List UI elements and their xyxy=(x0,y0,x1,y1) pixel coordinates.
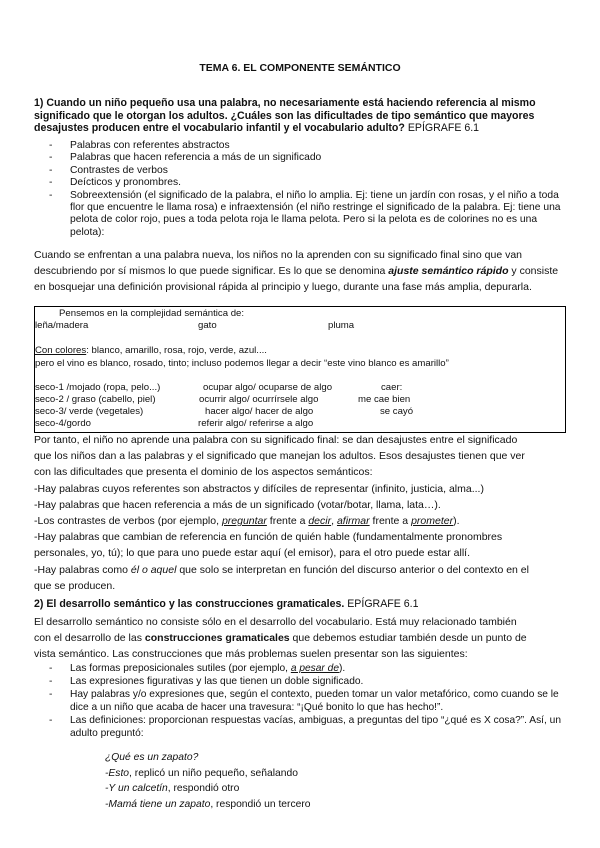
paragraph-desajustes xyxy=(34,432,566,594)
list-item: - Las expresiones figurativas y las que tienen un doble significado. xyxy=(34,675,566,688)
text-span: -Los contrastes de verbos (por ejemplo, xyxy=(34,515,222,528)
text-line: -Hay palabras cuyos referentes son abstractos y difíciles de representar (infinito, justicia, alma...) xyxy=(34,482,484,495)
box-word: pluma xyxy=(328,320,355,331)
dialog-line xyxy=(105,797,311,813)
colores-list: : blanco, amarillo, rosa, rojo, verde, azul.... xyxy=(86,345,267,356)
box-word: leña/madera xyxy=(35,320,89,331)
text-span: con el desarrollo de las xyxy=(34,632,145,645)
box-cell: me cae bien xyxy=(358,394,411,405)
dialog-line xyxy=(105,766,311,782)
dialog-note: , respondió un tercero xyxy=(210,798,311,810)
text-line: El desarrollo semántico no consiste sólo en el desarrollo del vocabulario. Está muy relacionado también xyxy=(34,616,517,628)
list-item: - Hay palabras y/o expresiones que, según el contexto, pueden tomar un valor metafórico, como cuando se le dice a un niño que acaba de hacer una travesura: “¡Qué bonito lo que has hecho!”. xyxy=(34,688,566,714)
section-2-epigraph: EPÍGRAFE 6.1 xyxy=(344,598,419,610)
box-cell: seco-4/gordo xyxy=(35,418,91,429)
text-line: personales, yo, tú); lo que para uno puede estar aquí (el emisor), para el otro puede estar allí. xyxy=(34,547,471,560)
text-line: -Hay palabras que cambian de referencia en función de quién hable (fundamentalmente pronombres xyxy=(34,531,503,544)
box-cell: se cayó xyxy=(380,406,414,417)
text-line: que se producen. xyxy=(34,579,116,592)
constructions-list xyxy=(34,662,566,741)
list-item: - Deícticos y pronombres. xyxy=(34,177,566,189)
dialog-line xyxy=(105,781,311,797)
text-span: -Hay palabras como xyxy=(34,563,131,576)
text-line: -Hay palabras que hacen referencia a más de un significado (votar/botar, llama, lata…). xyxy=(34,498,441,511)
box-cell: ocurrir algo/ ocurrírsele algo xyxy=(199,394,319,405)
text-span: Las formas preposicionales sutiles (por ejemplo, xyxy=(70,663,291,674)
verb-example: afirmar xyxy=(336,515,370,528)
box-cell: ocupar algo/ ocuparse de algo xyxy=(203,382,333,393)
text-line: con las dificultades que presenta el dominio de los aspectos semánticos: xyxy=(34,466,373,479)
text-span: frente a xyxy=(369,515,412,528)
question-1-text: 1) Cuando un niño pequeño usa una palabra, no necesariamente está haciendo referencia al mismo significado que le otorgan los adultos. ¿Cuáles son las dificultades de tipo semántico que mayores desajustes producen entre el vocabulario infantil y el vocabulario adulto? xyxy=(34,97,536,135)
dialog-question: ¿Qué es un zapato? xyxy=(105,752,199,763)
preposition-example: a pesar de xyxy=(290,663,339,674)
pronoun-example: él o aquel xyxy=(130,563,177,576)
box-vino: pero el vino es blanco, rosado, tinto; incluso podemos llegar a decir “este vino blanco es amarillo” xyxy=(35,358,449,369)
text-line xyxy=(34,513,566,529)
list-item: - Contrastes de verbos xyxy=(34,165,566,177)
list-item: - Las definiciones: proporcionan respuestas vacías, ambiguas, a preguntas del tipo “¿qué es X cosa?”. Así, un adulto preguntó: xyxy=(34,714,566,740)
dialog-note: , replicó un niño pequeño, señalando xyxy=(129,767,298,779)
box-colores xyxy=(35,345,267,357)
paragraph-text: Cuando se enfrentan a una palabra nueva, los niños no la aprenden con su significado final sino que van descubriendo por sí mismos lo que puede significar. Es lo que se denomina xyxy=(34,249,523,278)
paragraph-ajuste xyxy=(34,247,566,296)
dialog-line xyxy=(105,750,311,766)
dialog-answer: -Mamá tiene un zapato xyxy=(105,798,211,810)
difficulties-list xyxy=(34,140,566,239)
section-2-heading xyxy=(34,598,418,610)
verb-example: preguntar xyxy=(221,515,267,528)
verb-example: decir xyxy=(308,515,332,528)
dialog-note: , respondió otro xyxy=(167,783,240,794)
paragraph-construcciones xyxy=(34,614,566,663)
text-span: que solo se interpretan en función del discurso anterior o del contexto en el xyxy=(176,563,529,576)
list-item: - Palabras que hacen referencia a más de un significado xyxy=(34,152,566,164)
text-span: ). xyxy=(453,515,460,528)
box-cell: seco-1 /mojado (ropa, pelo...) xyxy=(35,382,161,393)
question-1 xyxy=(34,97,566,135)
text-line xyxy=(34,630,566,646)
box-cell: seco-2 / graso (cabello, piel) xyxy=(35,394,156,405)
text-line: vista semántico. Las construcciones que más problemas suelen presentar son las siguientes: xyxy=(34,648,468,661)
colores-label: Con colores xyxy=(35,345,87,356)
paragraph-text: y consiste en bosquejar una definición provisional rápida al principio y luego, durante una fase más amplia, depurarla. xyxy=(34,265,559,294)
question-1-epigraph: EPÍGRAFE 6.1 xyxy=(404,122,480,135)
term-construcciones: construcciones gramaticales xyxy=(144,632,290,645)
term-ajuste-semantico: ajuste semántico rápido xyxy=(388,265,509,278)
list-item: - Sobreextensión (el significado de la palabra, el niño lo amplia. Ej: tiene un jardín con rosas, y el niño a toda flor que encuentre le llama rosa) e infraextensión (el niño restringe el significado de la palabra. Ej: tiene una pelota de color rojo, pues a toda pelota roja le llama pelota. Pero si la pelota es de colorines no es una pelota): xyxy=(34,190,566,240)
dialog-example xyxy=(105,750,311,812)
text-span: , xyxy=(331,515,337,528)
text-line xyxy=(34,562,566,578)
text-span: que debemos estudiar también desde un punto de xyxy=(289,632,527,645)
text-line: Por tanto, el niño no aprende una palabra con su significado final: se dan desajustes entre el significado xyxy=(34,434,518,446)
box-cell: hacer algo/ hacer de algo xyxy=(205,406,314,417)
section-2-title: 2) El desarrollo semántico y las construcciones gramaticales. xyxy=(34,598,345,610)
text-span: frente a xyxy=(266,515,309,528)
text-span: ). xyxy=(339,663,346,674)
box-cell: seco-3/ verde (vegetales) xyxy=(35,406,144,417)
page-title: TEMA 6. EL COMPONENTE SEMÁNTICO xyxy=(199,62,401,74)
list-item xyxy=(34,662,566,675)
example-box xyxy=(34,306,566,433)
text-line: que los niños dan a las palabras y el significado que manejan los adultos. Esos desajustes tienen que ver xyxy=(34,450,525,463)
list-item: - Palabras con referentes abstractos xyxy=(34,140,566,152)
dialog-answer: -Y un calcetín xyxy=(105,783,168,794)
box-cell: referir algo/ referirse a algo xyxy=(198,418,314,429)
dialog-answer: -Esto xyxy=(105,767,130,779)
box-word: gato xyxy=(198,320,217,331)
verb-example: prometer xyxy=(411,515,454,528)
box-cell: caer: xyxy=(381,382,403,393)
box-intro: Pensemos en la complejidad semántica de: xyxy=(59,308,245,319)
